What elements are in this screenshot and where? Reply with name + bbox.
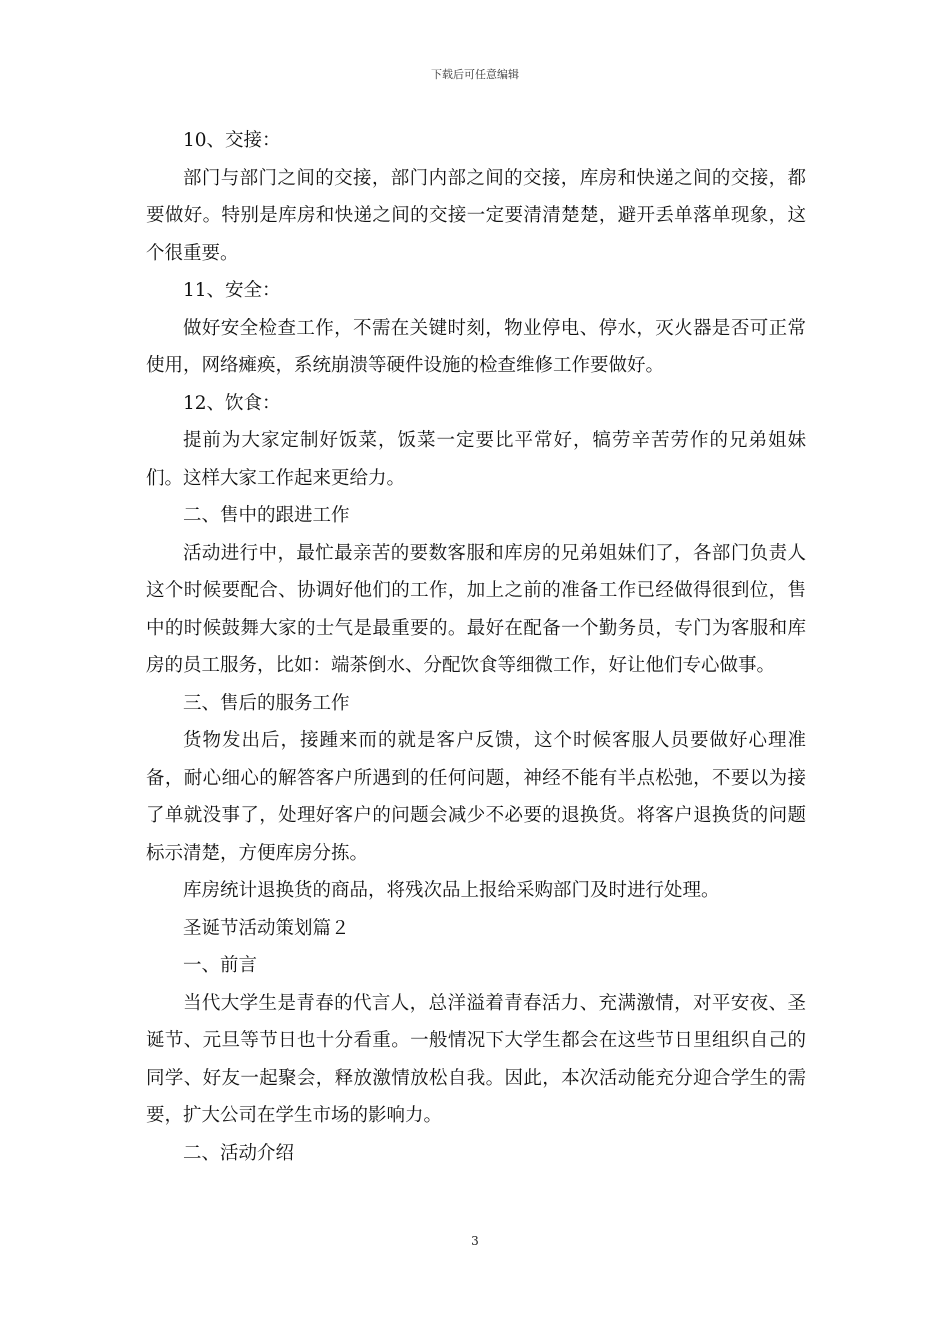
article-title: 圣诞节活动策划篇２ — [183, 917, 350, 939]
section-heading-safety: 11、安全： — [183, 280, 281, 301]
document-body — [146, 122, 806, 1172]
paragraph-after-sale: 货物发出后，接踵来而的就是客户反馈，这个时候客服人员要做好心理准备，耐心细心的解答客户所遇到的任何问题，神经不能有半点松弛，不要以为接了单就没事了，处理好客户的问题会减少不必要的退换货。将客户退换货的问题标示清楚，方便库房分拣。 — [146, 730, 806, 864]
paragraph-returns: 库房统计退换货的商品，将残次品上报给采购部门及时进行处理。 — [183, 880, 720, 901]
paragraph-handover: 部门与部门之间的交接，部门内部之间的交接，库房和快递之间的交接，都要做好。特别是库房和快递之间的交接一定要清清楚楚，避开丢单落单现象，这个很重要。 — [146, 167, 806, 264]
section-heading-food: 12、饮食： — [183, 392, 281, 414]
paragraph-preface: 当代大学生是青春的代言人，总洋溢着青春活力、充满激情，对平安夜、圣诞节、元旦等节日也十分看重。一般情况下大学生都会在这些节日里组织自己的同学、好友一起聚会，释放激情放松自我。因此，本次活动能充分迎合学生的需要，扩大公司在学生市场的影响力。 — [146, 992, 806, 1126]
page-header: 下载后可任意编辑 — [431, 68, 519, 81]
section-heading-after-sale: 三、售后的服务工作 — [183, 692, 350, 714]
section-heading-handover: 10、交接： — [183, 130, 281, 151]
section-heading-in-sale: 二、售中的跟进工作 — [183, 505, 350, 526]
paragraph-food: 提前为大家定制好饭菜，饭菜一定要比平常好，犒劳辛苦劳作的兄弟姐妹们。这样大家工作起来更给力。 — [146, 430, 806, 489]
section-heading-activity: 二、活动介绍 — [183, 1142, 295, 1164]
section-heading-preface: 一、前言 — [183, 955, 258, 976]
paragraph-safety: 做好安全检查工作，不需在关键时刻，物业停电、停水，灭火器是否可正常使用，网络瘫痪，系统崩溃等硬件设施的检查维修工作要做好。 — [146, 317, 806, 376]
page-number: 3 — [471, 1234, 479, 1248]
paragraph-in-sale: 活动进行中，最忙最亲苦的要数客服和库房的兄弟姐妹们了，各部门负责人这个时候要配合、协调好他们的工作，加上之前的准备工作已经做得很到位，售中的时候鼓舞大家的士气是最重要的。最好在配备一个勤务员，专门为客服和库房的员工服务，比如：端茶倒水、分配饮食等细微工作，好让他们专心做事。 — [146, 542, 806, 676]
